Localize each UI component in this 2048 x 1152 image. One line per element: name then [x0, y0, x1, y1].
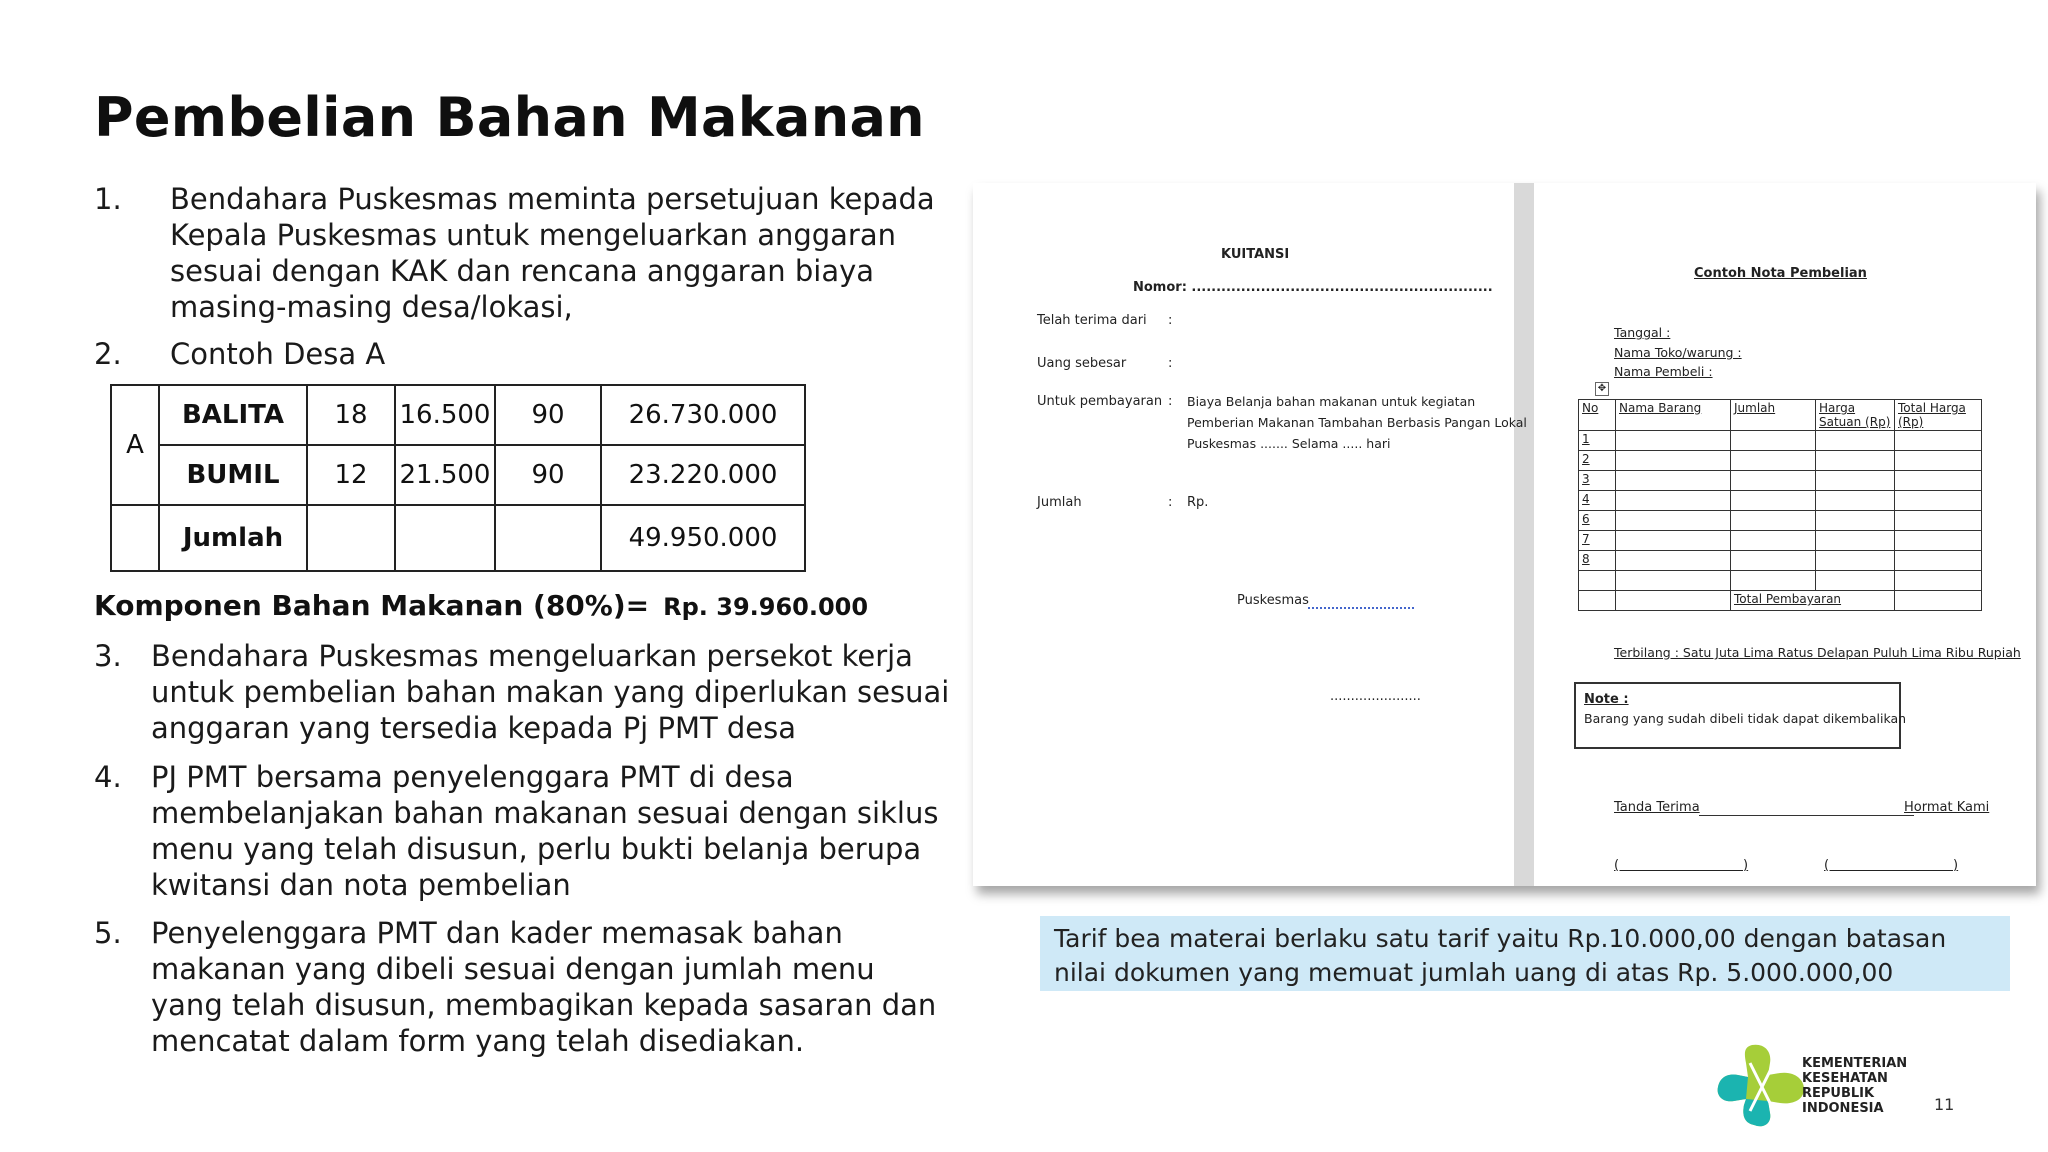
purpose-line: Puskesmas ....... Selama ..... hari	[1187, 436, 1391, 451]
terbilang: Terbilang : Satu Juta Lima Ratus Delapan Puluh Lima Ribu Rupiah	[1614, 645, 2021, 660]
days-cell: 90	[495, 385, 601, 445]
count-cell: 12	[307, 445, 395, 505]
row-number: 7	[1579, 531, 1616, 551]
item-line: Bendahara Puskesmas mengeluarkan persekot kerja	[151, 639, 913, 673]
table-row	[1579, 451, 1982, 471]
field-label: Untuk pembayaran	[1037, 394, 1163, 409]
item-number: 3.	[94, 639, 122, 673]
item-line: anggaran yang tersedia kepada Pj PMT desa	[151, 711, 797, 745]
table-row	[1579, 511, 1982, 531]
tanda-terima: Tanda Terima	[1614, 800, 1700, 815]
logo-text-line: REPUBLIK	[1802, 1086, 1875, 1101]
signature-left: ( )	[1614, 858, 1749, 873]
price-cell	[395, 505, 495, 571]
table-row	[111, 385, 805, 445]
kemenkes-logo	[1714, 1043, 1810, 1127]
total-label: Total Pembayaran	[1731, 591, 1895, 611]
item-line: sesuai dengan KAK dan rencana anggaran biaya	[170, 254, 875, 288]
row-number: 3	[1579, 471, 1616, 491]
table-row	[1579, 531, 1982, 551]
tarif-note: Tarif bea materai berlaku satu tarif yaitu Rp.10.000,00 dengan batasan nilai dokumen yang memuat jumlah uang di atas Rp. 5.000.000,00	[1040, 916, 2010, 991]
row-label: Jumlah	[159, 505, 307, 571]
komponen-summary	[94, 589, 868, 622]
purpose-line: Pemberian Makanan Tambahan Berbasis Pangan Lokal	[1187, 415, 1527, 430]
list-item	[94, 181, 954, 331]
count-cell	[307, 505, 395, 571]
purpose-line: Biaya Belanja bahan makanan untuk kegiatan	[1187, 394, 1476, 409]
price-cell: 16.500	[395, 385, 495, 445]
signature-dots: ......................	[1330, 689, 1421, 704]
item-line: yang telah disusun, membagikan kepada sasaran dan	[151, 988, 937, 1022]
hormat-kami: Hormat Kami	[1904, 800, 1990, 815]
column-header: Harga Satuan (Rp)	[1816, 400, 1895, 431]
field-sep: :	[1168, 394, 1173, 409]
desa-budget-table	[110, 384, 806, 572]
total-cell: 23.220.000	[601, 445, 805, 505]
kuitansi-nomor: Nomor: .............................................................	[1133, 280, 1493, 295]
item-line: kwitansi dan nota pembelian	[151, 868, 571, 902]
puskesmas-label: Puskesmas	[1237, 593, 1309, 608]
kemenkes-logo-text	[1802, 1056, 1907, 1116]
item-line: Contoh Desa A	[170, 337, 386, 371]
item-line: membelanjakan bahan makanan sesuai dengan siklus	[151, 796, 939, 830]
row-number: 4	[1579, 491, 1616, 511]
row-number: 2	[1579, 451, 1616, 471]
column-header: No	[1579, 400, 1616, 431]
field-label: Uang sebesar	[1037, 356, 1127, 371]
count-cell: 18	[307, 385, 395, 445]
nota-title: Contoh Nota Pembelian	[1694, 266, 1867, 281]
empty-cell	[111, 505, 159, 571]
item-line: Penyelenggara PMT dan kader memasak bahan	[151, 916, 843, 950]
column-header: Total Harga (Rp)	[1895, 400, 1982, 431]
field-sep: :	[1168, 356, 1173, 371]
note-box	[1574, 682, 1907, 749]
signature-right: ( )	[1824, 858, 1959, 873]
nota-page	[1534, 183, 2036, 886]
list-item	[94, 638, 964, 750]
list-item	[94, 336, 694, 376]
komponen-amount: Rp. 39.960.000	[663, 593, 869, 621]
table-row	[1579, 431, 1982, 451]
table-row	[111, 445, 805, 505]
nota-table	[1578, 399, 1982, 611]
table-row	[1579, 551, 1982, 571]
group-cell: A	[111, 385, 159, 505]
table-row	[1579, 571, 1982, 591]
price-cell: 21.500	[395, 445, 495, 505]
table-row	[111, 505, 805, 571]
table-row	[1579, 471, 1982, 491]
item-line: makanan yang dibeli sesuai dengan jumlah menu	[151, 952, 875, 986]
total-cell: 49.950.000	[601, 505, 805, 571]
total-cell: 26.730.000	[601, 385, 805, 445]
item-line: mencatat dalam form yang telah disediakan.	[151, 1024, 805, 1058]
total-row	[1579, 591, 1982, 611]
field-label: Telah terima dari	[1037, 313, 1147, 328]
logo-text-line: KESEHATAN	[1802, 1071, 1888, 1086]
row-label: BALITA	[159, 385, 307, 445]
logo-text-line: INDONESIA	[1802, 1101, 1884, 1116]
item-number: 4.	[94, 760, 122, 794]
note-text: Barang yang sudah dibeli tidak dapat dikembalikan	[1584, 711, 1907, 726]
note-title: Note :	[1584, 692, 1629, 707]
field-label: Jumlah	[1037, 495, 1082, 510]
column-header: Nama Barang	[1616, 400, 1731, 431]
list-item	[94, 759, 964, 907]
days-cell: 90	[495, 445, 601, 505]
document-preview	[973, 183, 2036, 886]
row-number: 6	[1579, 511, 1616, 531]
table-header-row	[1579, 400, 1982, 431]
item-number: 2.	[94, 337, 122, 371]
days-cell	[495, 505, 601, 571]
row-number: 1	[1579, 431, 1616, 451]
kuitansi-title: KUITANSI	[1221, 247, 1290, 262]
column-header: Jumlah	[1731, 400, 1816, 431]
item-line: menu yang telah disusun, perlu bukti belanja berupa	[151, 832, 922, 866]
spellcheck-underline	[1308, 607, 1414, 609]
nota-header-line: Tanggal :	[1614, 325, 1671, 340]
item-line: Kepala Puskesmas untuk mengeluarkan anggaran	[170, 218, 897, 252]
item-number: 1.	[94, 182, 122, 216]
item-line: masing-masing desa/lokasi,	[170, 290, 573, 324]
komponen-label: Komponen Bahan Makanan (80%)=	[94, 589, 650, 622]
row-label: BUMIL	[159, 445, 307, 505]
page-number: 11	[1934, 1095, 1955, 1114]
kuitansi-page	[973, 183, 1527, 886]
item-line: PJ PMT bersama penyelenggara PMT di desa	[151, 760, 794, 794]
item-line: untuk pembelian bahan makan yang diperlukan sesuai	[151, 675, 950, 709]
field-sep: :	[1168, 495, 1173, 510]
list-item	[94, 915, 964, 1063]
table-row	[1579, 491, 1982, 511]
item-number: 5.	[94, 916, 122, 950]
divider	[1699, 815, 1914, 816]
field-sep: :	[1168, 313, 1173, 328]
move-handle-icon: ✥	[1595, 382, 1609, 396]
item-line: Bendahara Puskesmas meminta persetujuan kepada	[170, 182, 935, 216]
nota-header-line: Nama Pembeli :	[1614, 364, 1713, 379]
nota-header-line: Nama Toko/warung :	[1614, 345, 1742, 360]
jumlah-value: Rp.	[1187, 495, 1209, 510]
logo-text-line: KEMENTERIAN	[1802, 1056, 1908, 1071]
row-number: 8	[1579, 551, 1616, 571]
page-title: Pembelian Bahan Makanan	[94, 86, 925, 149]
